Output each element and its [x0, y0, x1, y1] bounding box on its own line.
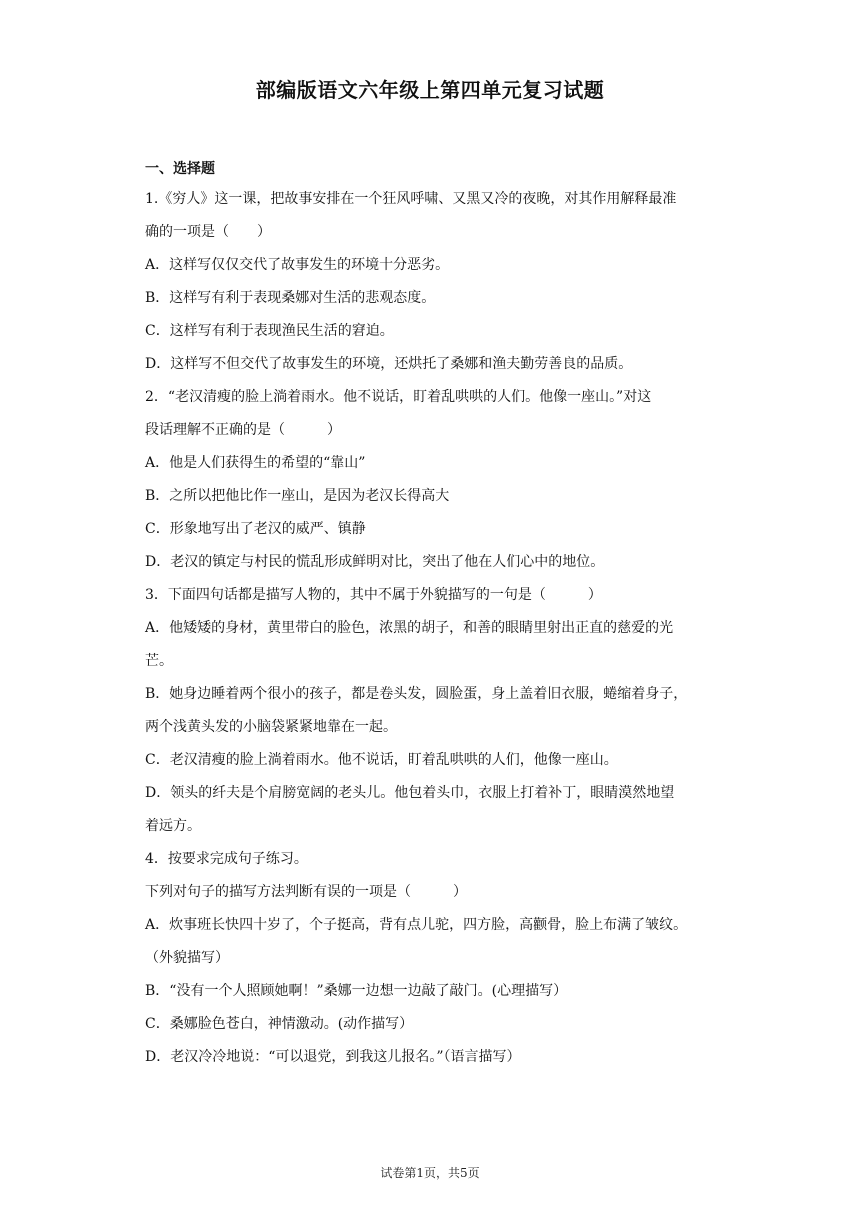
q4-option-a-line-1: A．炊事班长快四十岁了，个子挺高，背有点儿驼，四方脸，高颧骨，脸上布满了皱纹。 — [145, 917, 688, 933]
q1-option-c: C．这样写有利于表现渔民生活的窘迫。 — [145, 323, 394, 339]
q3-option-a-line-1: A．他矮矮的身材，黄里带白的脸色，浓黑的胡子，和善的眼睛里射出正直的慈爱的光 — [145, 620, 674, 636]
q3-option-d-line-1: D．领头的纤夫是个肩膀宽阔的老头儿。他包着头巾，衣服上打着补丁，眼睛漠然地望 — [145, 785, 675, 801]
q2-option-a: A．他是人们获得生的希望的“靠山” — [145, 455, 366, 471]
q4-option-b: B．“没有一个人照顾她啊！”桑娜一边想一边敲了敲门。(心理描写） — [145, 983, 568, 999]
section-title: 一、选择题 — [145, 161, 215, 177]
q3-option-c: C．老汉清瘦的脸上淌着雨水。他不说话，盯着乱哄哄的人们，他像一座山。 — [145, 752, 618, 768]
q1-option-a: A．这样写仅仅交代了故事发生的环境十分恶劣。 — [145, 257, 450, 273]
q4-option-d: D．老汉冷冷地说：“可以退党，到我这儿报名。”（语言描写） — [145, 1049, 521, 1065]
q4-option-c: C．桑娜脸色苍白，神情激动。(动作描写） — [145, 1016, 414, 1032]
q3-option-b-line-2: 两个浅黄头发的小脑袋紧紧地靠在一起。 — [145, 719, 397, 735]
q2-option-d: D．老汉的镇定与村民的慌乱形成鲜明对比，突出了他在人们心中的地位。 — [145, 554, 605, 570]
q4-stem: 4．按要求完成句子练习。 — [145, 851, 308, 867]
q3-stem: 3．下面四句话都是描写人物的，其中不属于外貌描写的一句是（ ） — [145, 587, 602, 603]
page-title: 部编版语文六年级上第四单元复习试题 — [255, 78, 605, 102]
q1-stem-line-1: 1.《穷人》这一课，把故事安排在一个狂风呼啸、又黑又冷的夜晚，对其作用解释最准 — [145, 191, 677, 207]
q4-option-a-line-2: （外貌描写） — [145, 950, 229, 966]
page-footer: 试卷第1页，共5页 — [380, 1166, 480, 1180]
q2-option-c: C．形象地写出了老汉的威严、镇静 — [145, 521, 366, 537]
q3-option-b-line-1: B．她身边睡着两个很小的孩子，都是卷头发，圆脸蛋，身上盖着旧衣服，蜷缩着身子， — [145, 686, 688, 702]
q1-option-b: B．这样写有利于表现桑娜对生活的悲观态度。 — [145, 290, 436, 306]
q2-stem-line-2: 段话理解不正确的是（ ） — [145, 422, 341, 438]
q1-option-d: D．这样写不但交代了故事发生的环境，还烘托了桑娜和渔夫勤劳善良的品质。 — [145, 356, 633, 372]
q2-stem-line-1: 2．“老汉清瘦的脸上淌着雨水。他不说话，盯着乱哄哄的人们。他像一座山。”对这 — [145, 389, 652, 405]
q1-stem-line-2: 确的一项是（ ） — [145, 224, 271, 240]
q2-option-b: B．之所以把他比作一座山，是因为老汉长得高大 — [145, 488, 450, 504]
q3-option-d-line-2: 着远方。 — [145, 818, 201, 834]
q4-instruction: 下列对句子的描写方法判断有误的一项是（ ） — [145, 884, 467, 900]
question-content — [145, 156, 720, 1074]
q3-option-a-line-2: 芒。 — [145, 653, 173, 669]
